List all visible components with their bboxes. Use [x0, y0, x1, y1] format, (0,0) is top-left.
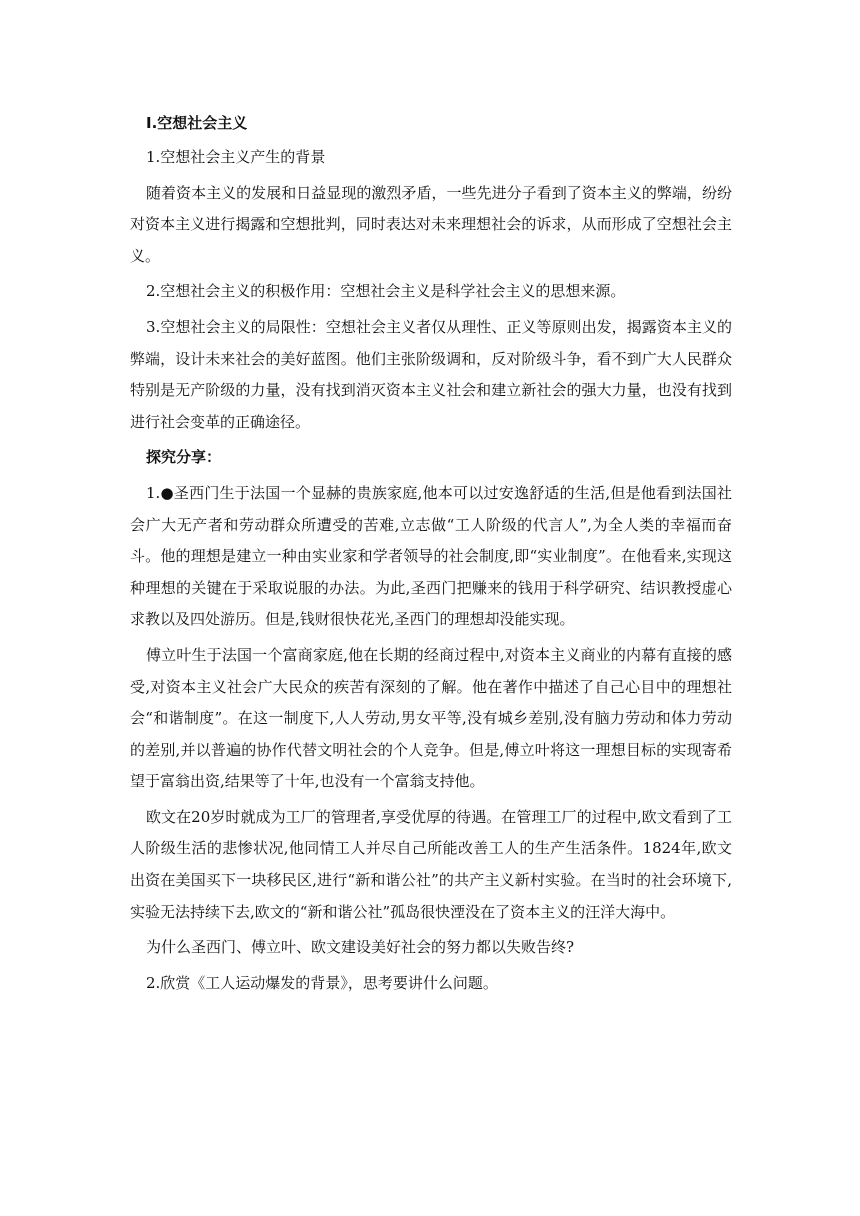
paragraph: 欧文在20岁时就成为工厂的管理者,享受优厚的待遇。在管理工厂的过程中,欧文看到了工人阶级生活的悲惨状况,他同情工人并尽自己所能改善工人的生产生活条件。1824年,欧文出资在美国买下一块移民区,进行“新和谐公社”的共产主义新村实验。在当时的社会环境下,实验无法持续下去,欧文的“新和谐公社”孤岛很快湮没在了资本主义的汪洋大海中。: [130, 807, 732, 921]
explore-title: 探究分享：: [146, 448, 222, 467]
paragraph: 2.空想社会主义的积极作用：空想社会主义是科学社会主义的思想来源。: [146, 282, 626, 301]
paragraph: 为什么圣西门、傅立叶、欧文建设美好社会的努力都以失败告终?: [146, 938, 575, 957]
paragraph: 1.空想社会主义产生的背景: [146, 148, 326, 166]
paragraph: 傅立叶生于法国一个富商家庭,他在长期的经商过程中,对资本主义商业的内幕有直接的感受,对资本主义社会广大民众的疾苦有深刻的了解。他在著作中描述了自己心目中的理想社会“和谐制度”。在这一制度下,人人劳动,男女平等,没有城乡差别,没有脑力劳动和体力劳动的差别,并以普遍的协作代替文明社会的个人竞争。但是,傅立叶将这一理想目标的实现寄希望于富翁出资,结果等了十年,也没有一个富翁支持他。: [130, 645, 732, 791]
paragraph: 随着资本主义的发展和日益显现的激烈矛盾，一些先进分子看到了资本主义的弊端，纷纷对资本主义进行揭露和空想批判，同时表达对未来理想社会的诉求，从而形成了空想社会主义。: [130, 183, 732, 265]
paragraph: 1.●圣西门生于法国一个显赫的贵族家庭,他本可以过安逸舒适的生活,但是他看到法国社会广大无产者和劳动群众所遭受的苦难,立志做“工人阶级的代言人”,为全人类的幸福而奋斗。他的理想是建立一种由实业家和学者领导的社会制度,即“实业制度”。在他看来,实现这种理想的关键在于采取说服的办法。为此,圣西门把赚来的钱用于科学研究、结识教授虚心求教以及四处游历。但是,钱财很快花光,圣西门的理想却没能实现。: [130, 483, 732, 629]
section-title: Ⅰ.空想社会主义: [146, 114, 248, 132]
document-page: [130, 108, 732, 999]
paragraph: 3.空想社会主义的局限性：空想社会主义者仅从理性、正义等原则出发，揭露资本主义的弊端，设计未来社会的美好蓝图。他们主张阶级调和，反对阶级斗争，看不到广大人民群众特别是无产阶级的力量，没有找到消灭资本主义社会和建立新社会的强大力量，也没有找到进行社会变革的正确途径。: [130, 317, 732, 431]
paragraph: 2.欣赏《工人运动爆发的背景》，思考要讲什么问题。: [146, 973, 498, 992]
